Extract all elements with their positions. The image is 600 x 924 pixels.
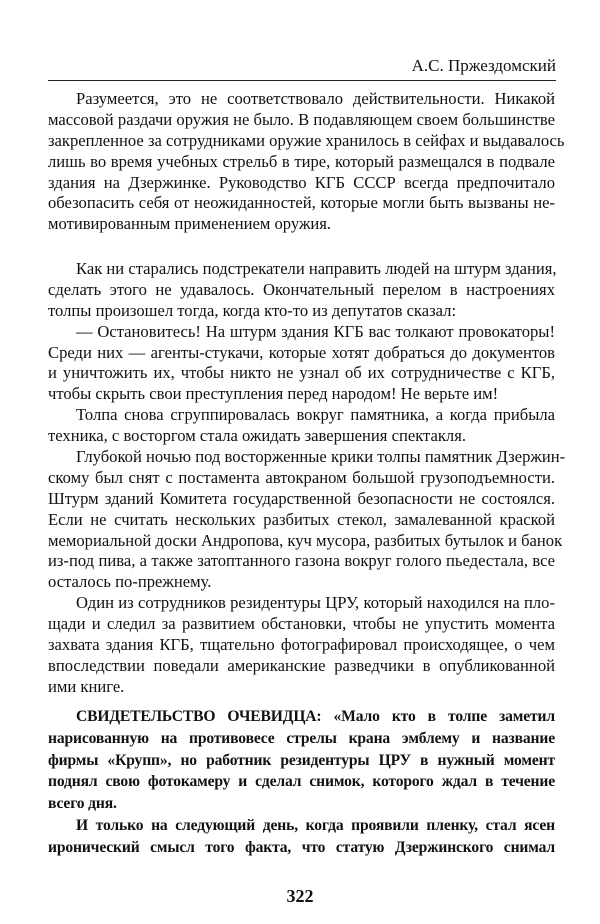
text-line: лишь во время учебных стрельб в тире, который размещался в подвале	[48, 151, 555, 171]
text-line: щади и следил за развитием обстановки, чтобы не упустить момента	[48, 614, 555, 634]
text-line: мемориальной доски Андропова, куч мусора, разбитых бутылок и банок	[48, 530, 563, 550]
text-line: скому был снят с постамента автокраном большой грузоподъемности.	[48, 467, 555, 487]
text-line: техника, с восторгом стала ожидать завершения спектакля.	[48, 426, 466, 446]
text-line: всего дня.	[48, 795, 117, 813]
text-line: толпы произошел тогда, когда кто-то из депутатов сказал:	[48, 300, 457, 320]
text-line: фирмы «Крупп», но работник резидентуры ЦРУ в нужный момент	[48, 751, 555, 769]
text-line: СВИДЕТЕЛЬСТВО ОЧЕВИДЦА: «Мало кто в толпе заметил	[76, 708, 555, 725]
text-line: Как ни старались подстрекатели направить людей на штурм здания,	[76, 259, 557, 278]
text-line: поднял свою фотокамеру и сделал снимок, которого ждал в течение	[48, 773, 555, 791]
text-line: Глубокой ночью под восторженные крики толпы памятник Дзержин-	[76, 447, 566, 467]
text-block-1	[48, 89, 565, 235]
text-line: впоследствии поведали американские разведчики в опубликованной	[48, 655, 555, 675]
text-line: сделать этого не удавалось. Окончательный перелом в настроениях	[48, 279, 555, 299]
text-line: Штурм зданий Комитета государственной безопасности не состоялся.	[48, 488, 555, 508]
page-number: 322	[286, 886, 314, 906]
text-line: массовой раздачи оружия не было. В подавляющем своем большинстве	[48, 109, 555, 129]
text-line: закрепленное за сотрудниками оружие хранилось в сейфах и выдавалось	[48, 130, 565, 150]
text-line: Разумеется, это не соответствовало действительности. Никакой	[76, 89, 555, 108]
paragraph	[48, 593, 555, 697]
eyewitness-block	[48, 706, 555, 859]
text-line: здания на Дзержинке. Руководство КГБ СССР всегда предпочитало	[48, 172, 555, 192]
author-name: А.С. Пржездомский	[411, 56, 556, 75]
paragraph	[48, 322, 555, 406]
paragraph	[48, 405, 555, 447]
text-line: обезопасить себя от неожиданностей, которые могли быть вызваны не-	[48, 193, 555, 213]
paragraph	[48, 815, 555, 859]
text-line: иронический смысл того факта, что статую Дзержинского снимал	[48, 838, 555, 856]
text-line: — Остановитесь! На штурм здания КГБ вас толкают провокаторы!	[76, 321, 555, 341]
text-line: Один из сотрудников резидентуры ЦРУ, который находился на пло-	[76, 593, 555, 613]
text-line: И только на следующий день, когда проявили пленку, стал ясен	[76, 816, 555, 834]
text-line: Толпа снова сгруппировалась вокруг памятника, а когда прибыла	[76, 405, 555, 425]
running-header	[48, 56, 556, 81]
text-line: Если не считать нескольких разбитых стекол, замалеванной краской	[48, 509, 555, 529]
text-line: мотивированным применением оружия.	[48, 214, 332, 234]
paragraph	[48, 259, 555, 322]
text-line: осталось по-прежнему.	[48, 572, 212, 592]
text-line: Среди них — агенты-стукачи, которые хотят добраться до документов	[48, 342, 555, 362]
paragraph	[48, 706, 555, 815]
text-block-2	[48, 259, 566, 698]
text-line: и уничтожить их, чтобы никто не узнал об их сотрудничестве с КГБ,	[48, 363, 555, 383]
paragraph	[48, 447, 566, 593]
paragraph	[48, 89, 565, 235]
text-line: нарисованную на противовесе стрелы крана эмблему и название	[48, 729, 555, 747]
text-line: ими книге.	[48, 676, 125, 696]
text-line: чтобы скрыть свои преступления перед народом! Не верьте им!	[48, 384, 499, 404]
text-line: из-под пива, а также затоптанного газона вокруг голого пьедестала, все	[48, 551, 555, 571]
text-line: захвата здания КГБ, тщательно фотографировал происходящее, о чем	[48, 635, 555, 655]
